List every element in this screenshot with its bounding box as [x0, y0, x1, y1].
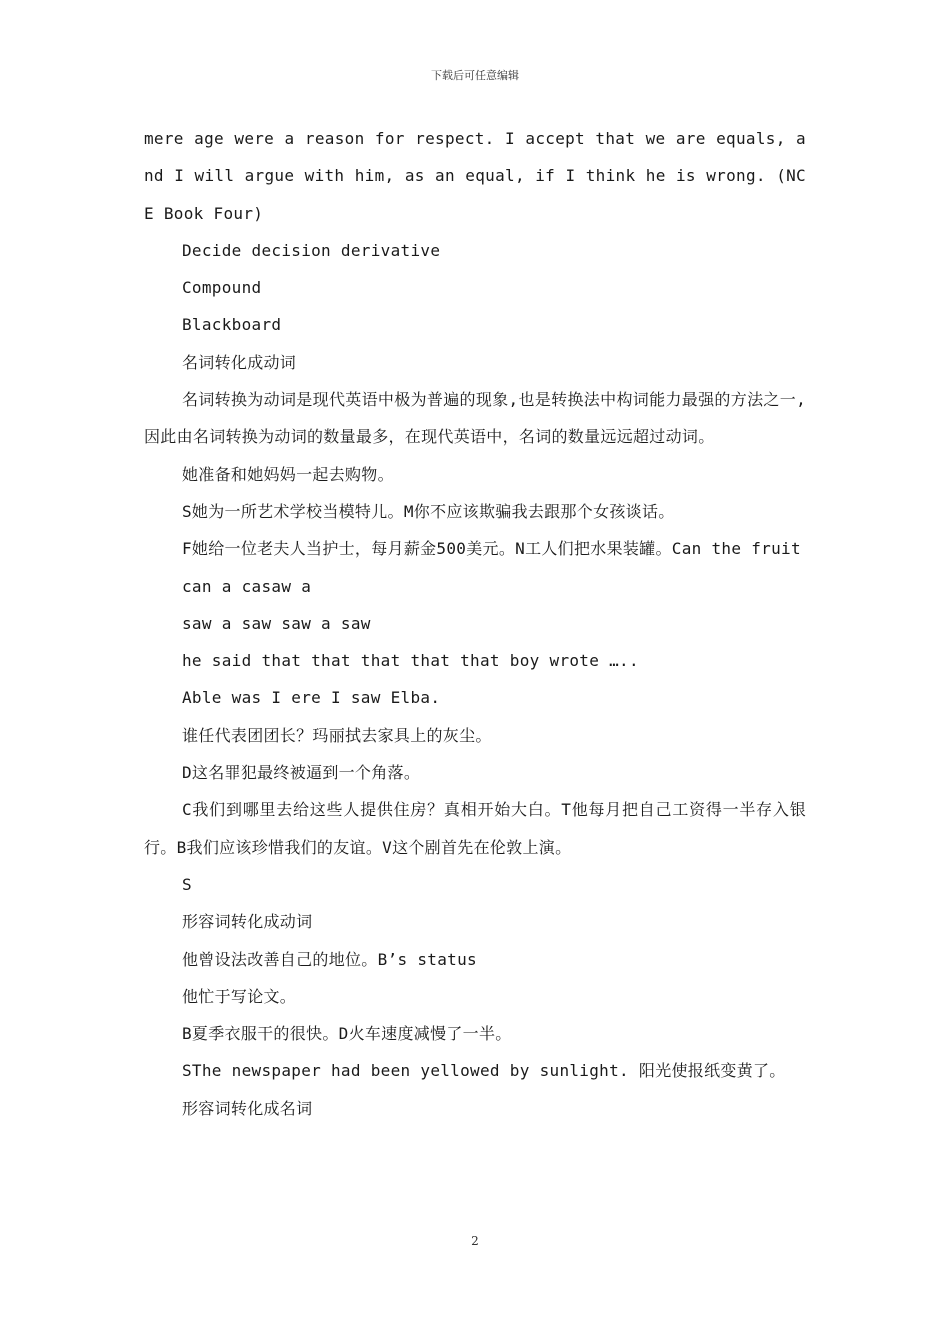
section-heading-noun-to-verb: 名词转化成动词	[182, 352, 297, 372]
example-sentence: F她给一位老夫人当护士，每月薪金500美元。N工人们把水果装罐。Can the fruit	[182, 539, 801, 559]
paragraph-noun-to-verb-explanation: 名词转换为动词是现代英语中极为普遍的现象,也是转换法中构词能力最强的方法之一,因此由名词转换为动词的数量最多，在现代英语中，名词的数量远远超过动词。	[144, 390, 806, 447]
example-sentence: C我们到哪里去给这些人提供住房？真相开始大白。T他每月把自己工资得一半存入银行。B我们应该珍惜我们的友谊。V这个剧首先在伦敦上演。	[144, 800, 806, 857]
example-sentence: D这名罪犯最终被逼到一个角落。	[182, 763, 421, 783]
section-heading-adj-to-noun: 形容词转化成名词	[182, 1098, 313, 1118]
example-phrase: he said that that that that that boy wrote …..	[182, 651, 639, 671]
example-sentence: 她准备和她妈妈一起去购物。	[182, 464, 394, 484]
section-heading-adj-to-verb: 形容词转化成动词	[182, 912, 313, 932]
page-header: 下载后可任意编辑	[431, 69, 519, 82]
document-body	[144, 120, 806, 1127]
example-letter: S	[182, 874, 192, 894]
word-blackboard: Blackboard	[182, 315, 282, 335]
example-phrase: Able was I ere I saw Elba.	[182, 688, 441, 708]
word-list-decide: Decide decision derivative	[182, 240, 441, 260]
page-number: 2	[471, 1234, 479, 1248]
example-sentence: 他忙于写论文。	[182, 986, 297, 1006]
example-sentence: B夏季衣服干的很快。D火车速度减慢了一半。	[182, 1024, 512, 1044]
example-phrase: saw a saw saw a saw	[182, 613, 371, 633]
example-sentence: 谁任代表团团长？玛丽拭去家具上的灰尘。	[182, 725, 492, 745]
example-sentence: SThe newspaper had been yellowed by sunlight. 阳光使报纸变黄了。	[182, 1061, 786, 1081]
word-compound: Compound	[182, 278, 262, 298]
example-sentence: S她为一所艺术学校当模特儿。M你不应该欺骗我去跟那个女孩谈话。	[182, 501, 675, 521]
example-sentence: 他曾设法改善自己的地位。B’s status	[182, 949, 477, 969]
example-phrase: can a casaw a	[182, 576, 312, 596]
paragraph-continuation: mere age were a reason for respect. I accept that we are equals, and I will argue with him, as an equal, if I think he is wrong. (NCE Book Four)	[144, 129, 806, 223]
